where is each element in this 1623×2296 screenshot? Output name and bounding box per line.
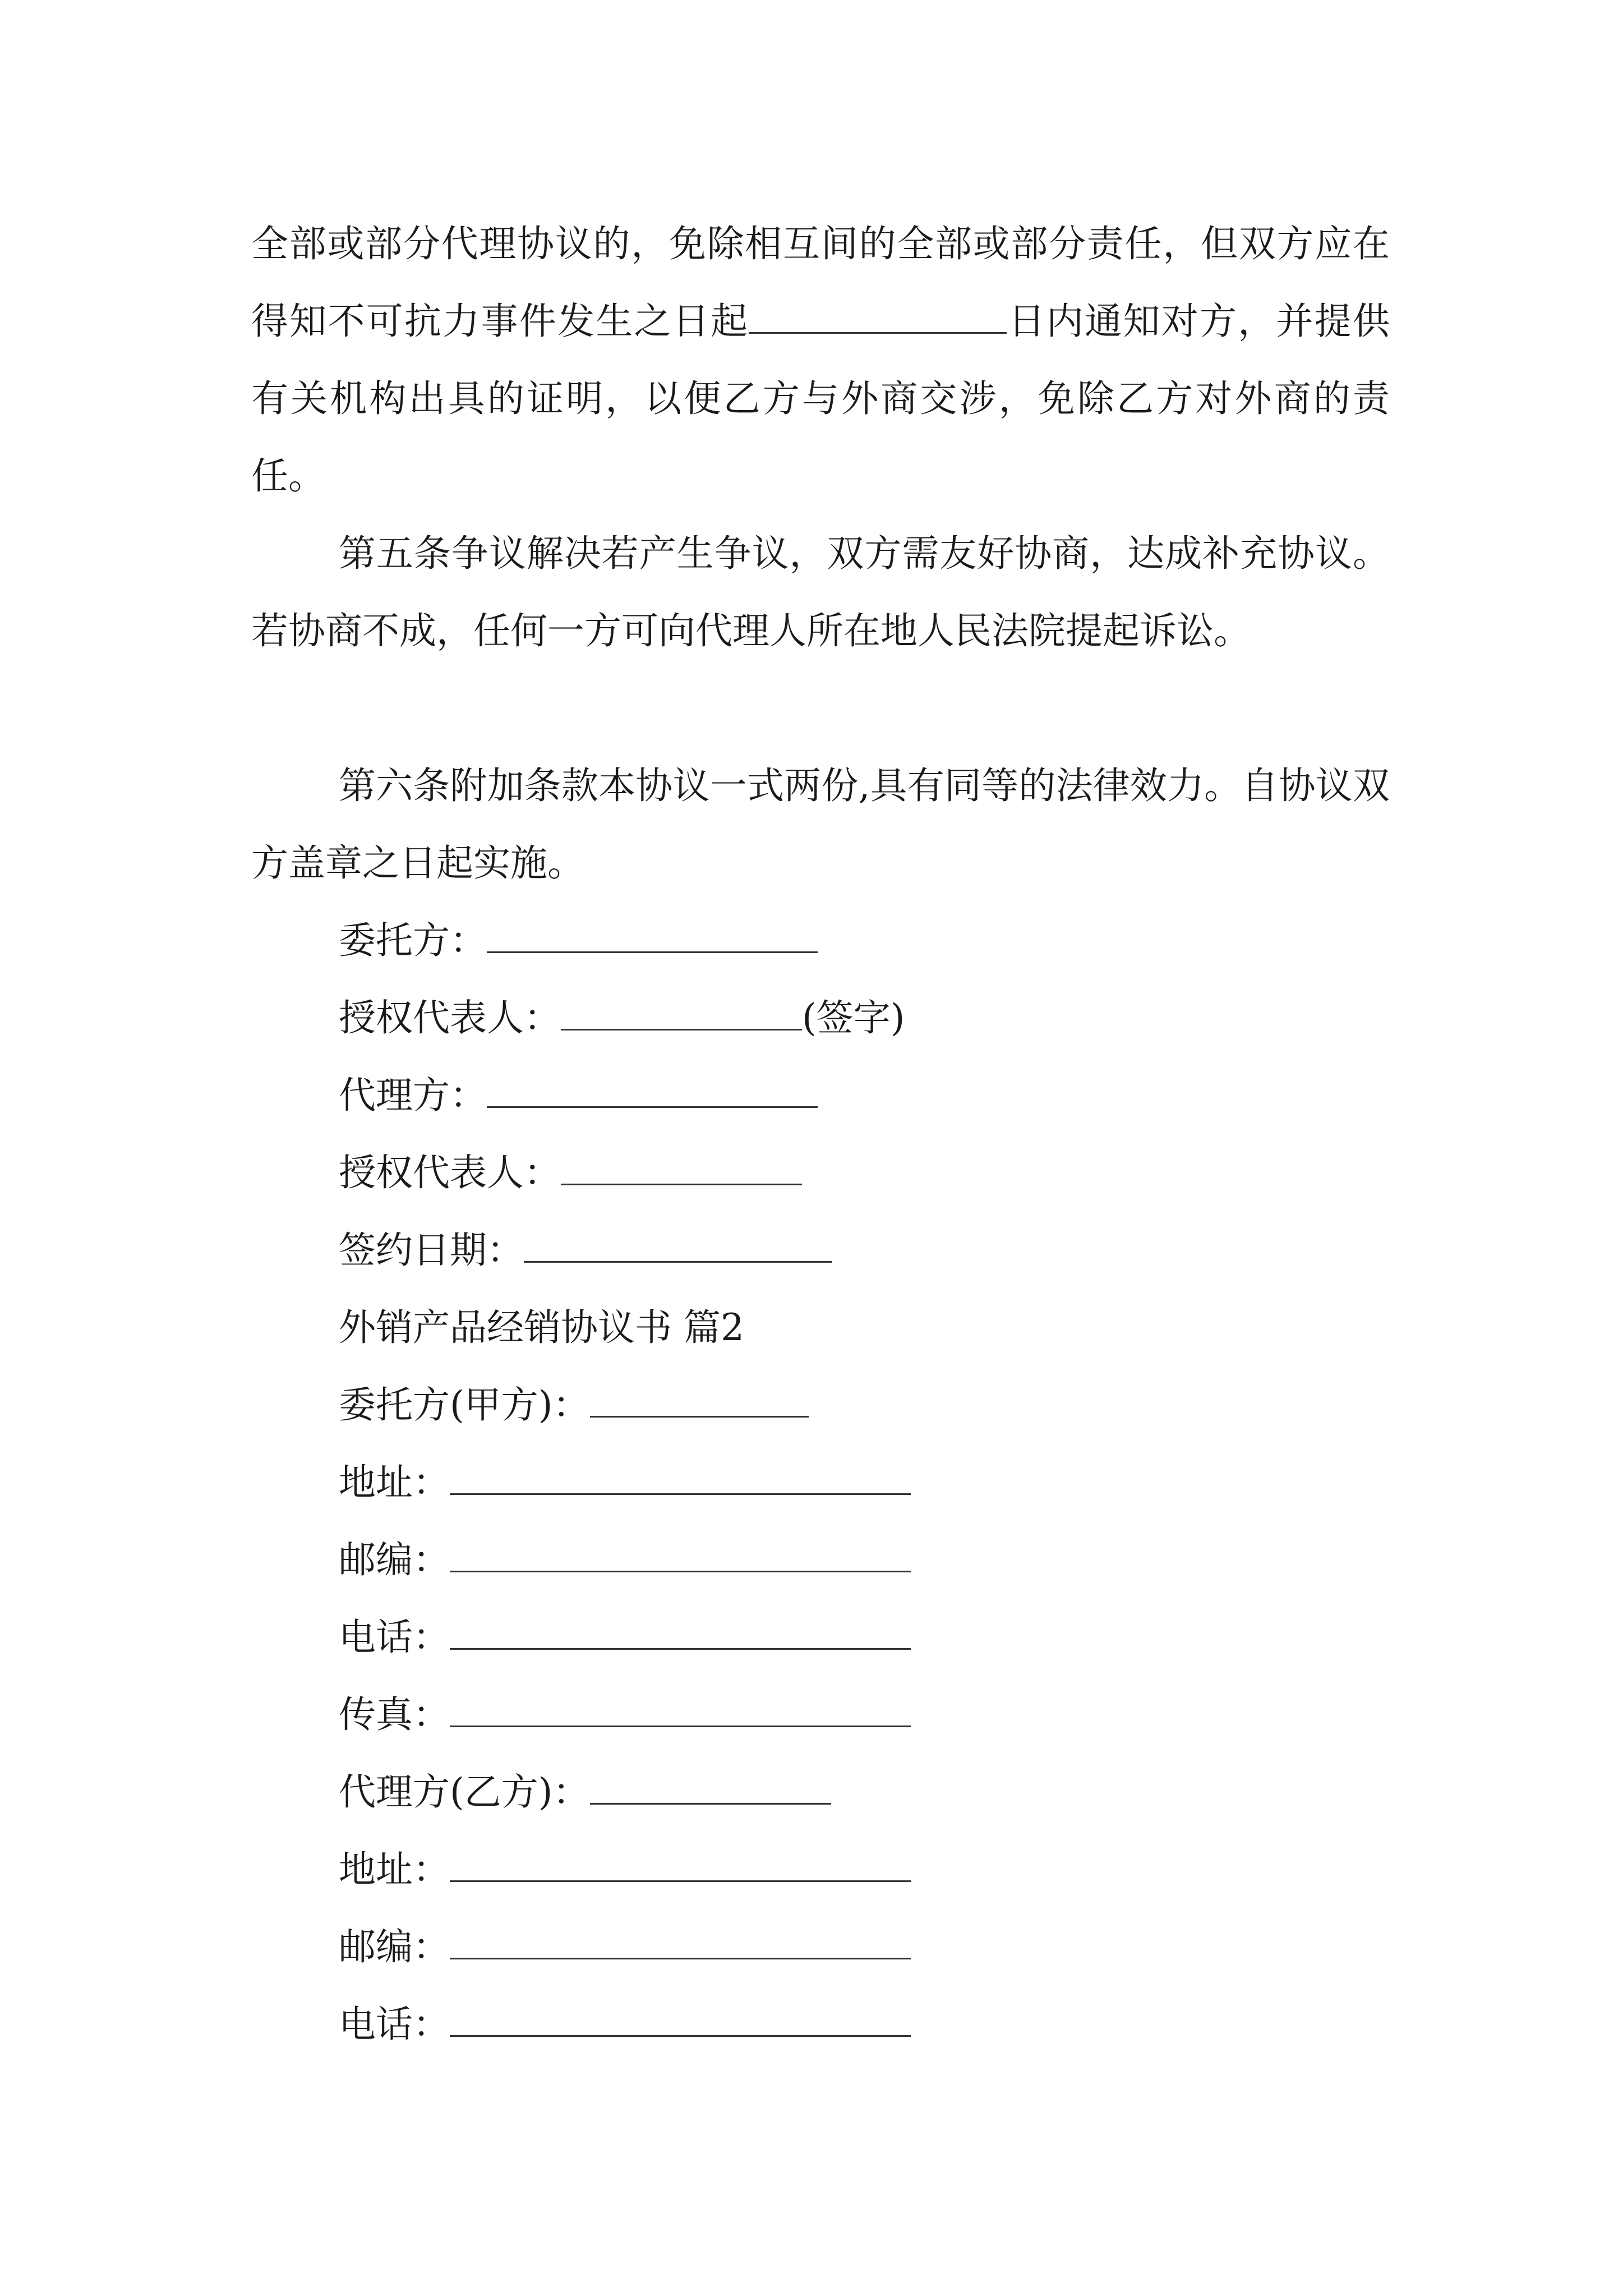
party-b-address-line	[339, 1831, 911, 1908]
party-a-postcode-label: 邮编：	[339, 1538, 450, 1581]
sign-note: (签字)	[802, 996, 905, 1039]
party-a-address-blank	[450, 1458, 911, 1495]
sign-date-label: 签约日期：	[339, 1228, 524, 1272]
section-heading: 外销产品经销协议书 篇2	[339, 1306, 744, 1349]
auth-rep-blank-1	[561, 994, 802, 1030]
party-a-blank	[590, 1381, 809, 1418]
dispute-resolution-text: 第五条争议解决若产生争议，双方需友好协商，达成补充协议。若协商不成，任何一方可向代理人所在地人民法院提起诉讼。	[251, 532, 1390, 652]
entrust-party-blank	[487, 917, 818, 953]
auth-rep-label-2: 授权代表人：	[339, 1151, 561, 1194]
section-heading-line	[339, 1289, 744, 1366]
auth-rep-line-1	[339, 979, 905, 1057]
party-a-postcode-line	[339, 1521, 911, 1599]
party-b-label: 代理方(乙方)：	[339, 1770, 590, 1814]
additional-terms-paragraph	[251, 747, 1390, 902]
party-a-label: 委托方(甲方)：	[339, 1383, 590, 1427]
dispute-resolution-paragraph	[251, 515, 1390, 670]
party-b-phone-blank	[450, 2000, 911, 2037]
party-a-postcode-blank	[450, 1536, 911, 1572]
party-b-postcode-line	[339, 1908, 911, 1986]
party-a-fax-line	[339, 1676, 911, 1754]
party-a-fax-label: 传真：	[339, 1693, 450, 1736]
party-b-postcode-label: 邮编：	[339, 1925, 450, 1968]
party-a-phone-blank	[450, 1613, 911, 1650]
sign-date-line	[339, 1212, 832, 1289]
additional-terms-text: 第六条附加条款本协议一式两份,具有同等的法律效力。自协议双方盖章之日起实施。	[251, 764, 1390, 885]
party-b-blank	[590, 1768, 831, 1805]
force-majeure-text-part2: 日内通知对方，并提供有关机构出具的证明，以便乙方与外商交涉，免除乙方对外商的责任。	[251, 300, 1390, 498]
party-b-postcode-blank	[450, 1923, 911, 1959]
auth-rep-label-1: 授权代表人：	[339, 996, 561, 1039]
party-a-phone-line	[339, 1599, 911, 1676]
entrust-party-line	[339, 902, 818, 979]
party-b-line	[339, 1754, 831, 1831]
party-a-phone-label: 电话：	[339, 1616, 450, 1659]
days-blank-line	[749, 297, 1007, 334]
party-a-address-line	[339, 1444, 911, 1521]
party-a-line	[339, 1366, 809, 1444]
entrust-party-label: 委托方：	[339, 919, 487, 962]
force-majeure-text-part1: 全部或部分代理协议的，免除相互间的全部或部分责任，但双方应在得知不可抗力事件发生之日起	[251, 222, 1390, 343]
auth-rep-line-2	[339, 1134, 802, 1212]
force-majeure-paragraph	[251, 205, 1390, 515]
agent-party-label: 代理方：	[339, 1074, 487, 1117]
sign-date-blank	[524, 1226, 832, 1263]
agent-party-line	[339, 1057, 818, 1134]
auth-rep-blank-2	[561, 1149, 802, 1185]
agent-party-blank	[487, 1071, 818, 1108]
party-a-fax-blank	[450, 1691, 911, 1727]
party-b-phone-line	[339, 1986, 911, 2063]
party-b-phone-label: 电话：	[339, 2003, 450, 2046]
party-b-address-label: 地址：	[339, 1848, 450, 1891]
party-a-address-label: 地址：	[339, 1461, 450, 1504]
party-b-address-blank	[450, 1846, 911, 1882]
